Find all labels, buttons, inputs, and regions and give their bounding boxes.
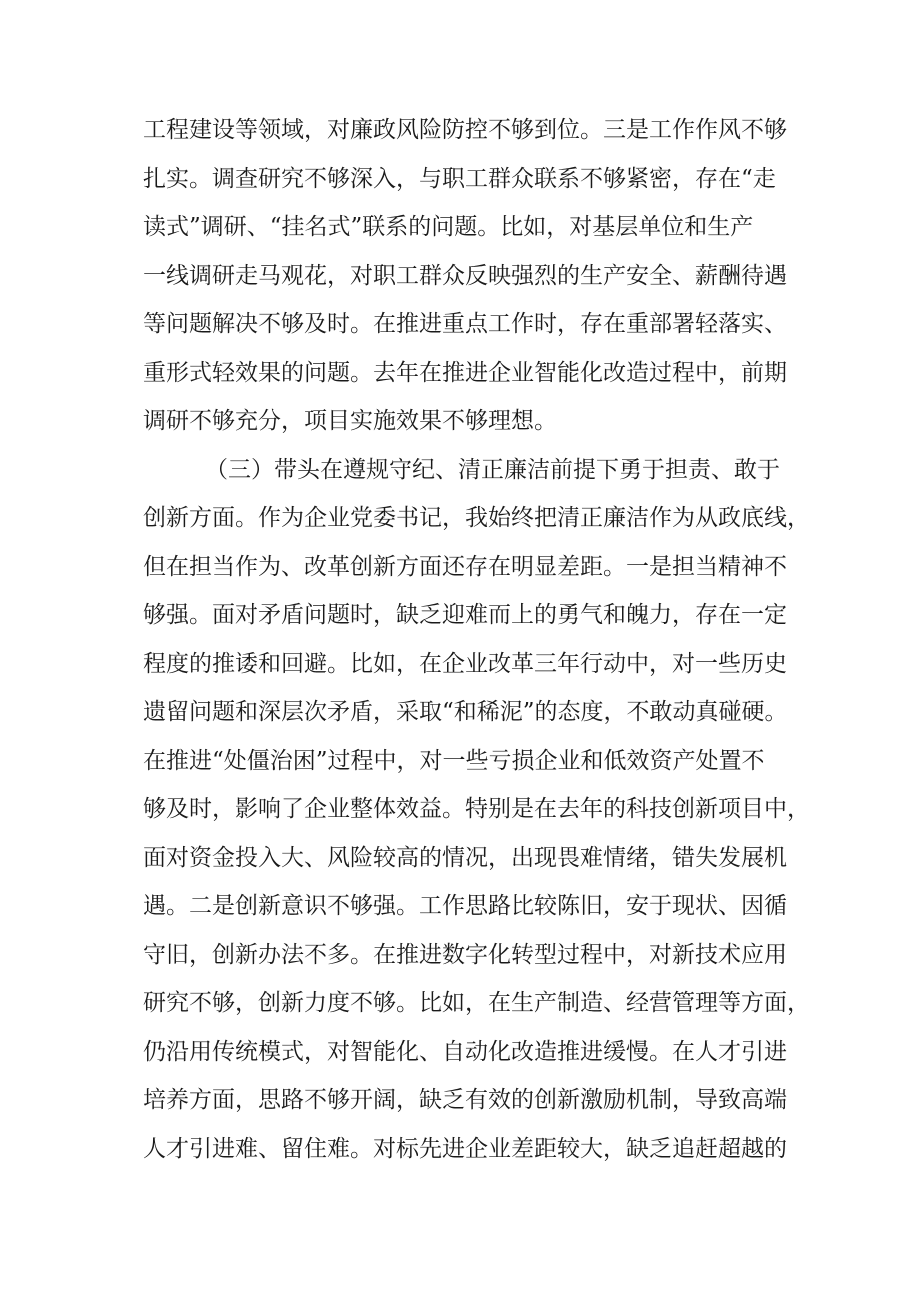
text-line: 面对资金投入大、风险较高的情况，出现畏难情绪，错失发展机 [143,844,787,871]
body-text [143,106,810,1173]
text-line: 程度的推诿和回避。比如，在企业改革三年行动中，对一些历史 [143,650,787,677]
text-line: 守旧，创新办法不多。在推进数字化转型过程中，对新技术应用 [143,941,787,968]
text-line: 够强。面对矛盾问题时，缺乏迎难而上的勇气和魄力，存在一定 [143,602,787,628]
text-line: 人才引进难、留住难。对标先进企业差距较大，缺乏追赶超越的 [143,1135,787,1162]
text-line: 等问题解决不够及时。在推进重点工作时，存在重部署轻落实、 [143,311,787,337]
text-line: 仍沿用传统模式，对智能化、自动化改造推进缓慢。在人才引进 [143,1038,787,1065]
text-line: 重形式轻效果的问题。去年在推进企业智能化改造过程中，前期 [143,359,787,386]
text-line: 够及时，影响了企业整体效益。特别是在去年的科技创新项目中， [143,796,810,822]
text-line: 工程建设等领域，对廉政风险防控不够到位。三是工作作风不够 [143,117,787,143]
text-line: 一线调研走马观花，对职工群众反映强烈的生产安全、薪酬待遇 [143,262,787,289]
text-line: 但在担当作为、改革创新方面还存在明显差距。一是担当精神不 [143,553,787,580]
text-line: 扎实。调查研究不够深入，与职工群众联系不够紧密，存在“走 [143,165,776,192]
text-line: 读式”调研、“挂名式”联系的问题。比如，对基层单位和生产 [143,214,754,240]
text-line: 调研不够充分，项目实施效果不够理想。 [143,408,557,434]
text-line: 遇。二是创新意识不够强。工作思路比较陈旧，安于现状、因循 [143,893,787,919]
section-heading-line: （三）带头在遵规守纪、清正廉洁前提下勇于担责、敢于 [205,456,780,483]
text-line: 培养方面，思路不够开阔，缺乏有效的创新激励机制，导致高端 [143,1087,787,1113]
text-line: 在推进“处僵治困”过程中，对一些亏损企业和低效资产处置不 [143,747,765,774]
text-line: 研究不够，创新力度不够。比如，在生产制造、经营管理等方面， [143,990,810,1016]
text-line: 遗留问题和深层次矛盾，采取“和稀泥”的态度，不敢动真碰硬。 [143,699,788,725]
text-line: 创新方面。作为企业党委书记，我始终把清正廉洁作为从政底线， [143,505,810,531]
